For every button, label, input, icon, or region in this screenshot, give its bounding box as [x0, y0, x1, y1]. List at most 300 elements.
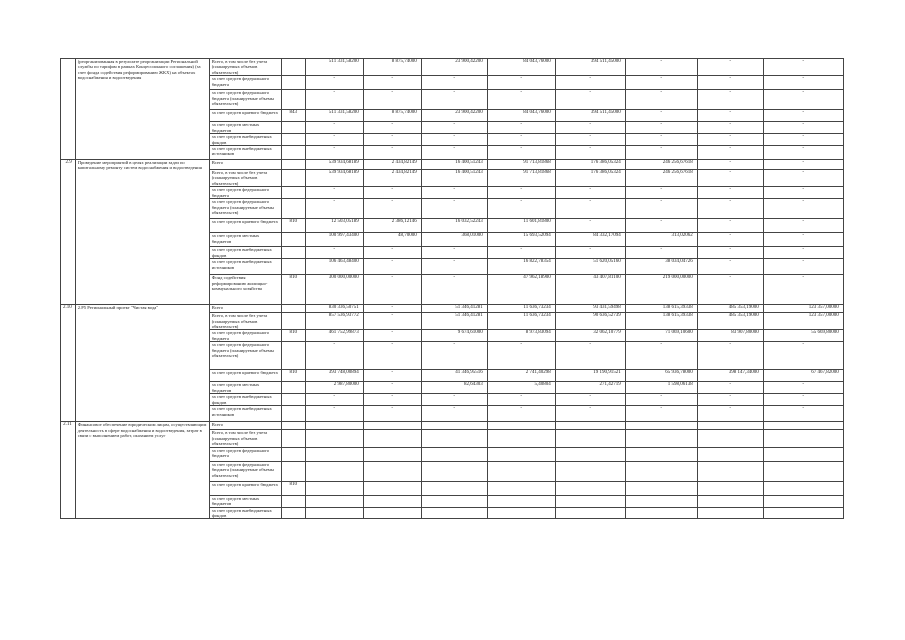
budget-code [281, 247, 305, 259]
amount-cell: - [305, 247, 363, 259]
amount-cell: 51 346,41281 [421, 313, 487, 330]
amount-cell: 106 463,48400 [305, 259, 363, 275]
amount-cell [625, 481, 697, 495]
amount-cell [555, 481, 625, 495]
amount-cell: - [763, 160, 843, 170]
table-row [61, 422, 844, 430]
funding-source-label: за счет средств местных бюджетов [209, 122, 281, 134]
amount-cell [487, 430, 555, 447]
amount-cell: 8 875,74000 [363, 59, 421, 76]
amount-cell: - [487, 76, 555, 90]
amount-cell: - [363, 199, 421, 219]
funding-source-label: за счет средств федерального бюджета (планируемые объемы обязательств) [209, 342, 281, 370]
amount-cell: - [363, 313, 421, 330]
amount-cell: 511 331,58200 [305, 110, 363, 122]
amount-cell: - [305, 76, 363, 90]
amount-cell [555, 495, 625, 507]
amount-cell: 246 256,67618 [625, 170, 697, 187]
budget-code [281, 134, 305, 146]
amount-cell [363, 422, 421, 430]
amount-cell: 246 256,67618 [625, 160, 697, 170]
amount-cell: - [555, 219, 625, 233]
amount-cell: - [697, 342, 763, 370]
amount-cell: - [421, 394, 487, 406]
amount-cell [555, 447, 625, 461]
amount-cell [305, 447, 363, 461]
budget-code [281, 342, 305, 370]
amount-cell: - [421, 76, 487, 90]
amount-cell: 8 875,74000 [363, 110, 421, 122]
amount-cell: - [697, 275, 763, 305]
amount-cell: 23 900,42200 [421, 59, 487, 76]
amount-cell [421, 495, 487, 507]
amount-cell: 32 062,10779 [555, 330, 625, 342]
budget-code: 810 [281, 481, 305, 495]
amount-cell: - [363, 382, 421, 394]
amount-cell: 393 748,00894 [305, 370, 363, 382]
amount-cell: - [763, 90, 843, 110]
budget-code [281, 422, 305, 430]
amount-cell [421, 507, 487, 519]
amount-cell: - [421, 90, 487, 110]
amount-cell: - [487, 146, 555, 160]
amount-cell: 84 043,76000 [487, 59, 555, 76]
budget-code [281, 59, 305, 76]
funding-source-label: за счет средств внебюджетных источников [209, 406, 281, 422]
amount-cell: 2 434,82149 [363, 170, 421, 187]
amount-cell: 313,02062 [625, 233, 697, 247]
amount-cell: - [421, 187, 487, 199]
amount-cell [363, 481, 421, 495]
amount-cell: 539 934,68189 [305, 170, 363, 187]
amount-cell [625, 447, 697, 461]
amount-cell: 16 822,78354 [487, 259, 555, 275]
funding-source-label: за счет средств федерального бюджета (планируемые объемы обязательств) [209, 90, 281, 110]
amount-cell: - [487, 90, 555, 110]
amount-cell: - [763, 76, 843, 90]
amount-cell: - [625, 199, 697, 219]
budget-code [281, 495, 305, 507]
amount-cell: - [763, 187, 843, 199]
amount-cell: - [487, 122, 555, 134]
amount-cell [763, 430, 843, 447]
amount-cell [487, 495, 555, 507]
budget-code [281, 170, 305, 187]
funding-source-label: Всего, в том числе без учета (планируемых объемов обязательств) [209, 170, 281, 187]
amount-cell [625, 461, 697, 481]
amount-cell: 71 069,10600 [625, 330, 697, 342]
budget-code [281, 313, 305, 330]
amount-cell [363, 495, 421, 507]
section-index: 2.10 [61, 305, 76, 422]
amount-cell [363, 447, 421, 461]
amount-cell: 394 511,45000 [555, 110, 625, 122]
amount-cell: - [421, 199, 487, 219]
section-index [61, 59, 76, 160]
amount-cell [763, 507, 843, 519]
amount-cell [487, 507, 555, 519]
funding-source-label: за счет средств внебюджетных фондов [209, 247, 281, 259]
amount-cell: 176 386,05324 [555, 170, 625, 187]
amount-cell [487, 422, 555, 430]
amount-cell: - [697, 110, 763, 122]
amount-cell: - [487, 187, 555, 199]
section-name: 2.Р5 Региональный проект "Чистая вода" [75, 305, 209, 422]
budget-code [281, 187, 305, 199]
amount-cell: - [421, 342, 487, 370]
amount-cell: - [697, 76, 763, 90]
funding-source-label: за счет средств федерального бюджета [209, 76, 281, 90]
amount-cell: 368,01000 [421, 233, 487, 247]
amount-cell: 67 467,82000 [763, 370, 843, 382]
budget-code: 810 [281, 370, 305, 382]
budget-code [281, 146, 305, 160]
amount-cell: 41 346,95516 [421, 370, 487, 382]
funding-source-label: за счет средств краевого бюджета [209, 110, 281, 122]
amount-cell: - [421, 247, 487, 259]
budget-code [281, 394, 305, 406]
amount-cell: 12 503,05189 [305, 219, 363, 233]
funding-source-label: за счет средств местных бюджетов [209, 382, 281, 394]
amount-cell: 138 615,39338 [625, 305, 697, 313]
amount-cell: 100 997,43400 [305, 233, 363, 247]
amount-cell: - [697, 199, 763, 219]
amount-cell [421, 447, 487, 461]
budget-code [281, 430, 305, 447]
budget-code [281, 122, 305, 134]
amount-cell: - [763, 122, 843, 134]
amount-cell: - [763, 247, 843, 259]
amount-cell: - [363, 394, 421, 406]
amount-cell: 83 907,80000 [697, 330, 763, 342]
amount-cell: - [625, 247, 697, 259]
amount-cell [487, 481, 555, 495]
amount-cell: - [363, 259, 421, 275]
funding-source-label: за счет средств краевого бюджета [209, 219, 281, 233]
budget-code [281, 382, 305, 394]
amount-cell: 8 973,83094 [487, 330, 555, 342]
funding-source-label: за счет средств внебюджетных источников [209, 146, 281, 160]
amount-cell [363, 507, 421, 519]
amount-cell: - [555, 406, 625, 422]
amount-cell: - [625, 134, 697, 146]
amount-cell: - [763, 146, 843, 160]
amount-cell: - [555, 342, 625, 370]
funding-source-label: за счет средств федерального бюджета (планируемые объемы обязательств) [209, 461, 281, 481]
table-row [61, 59, 844, 76]
amount-cell [763, 481, 843, 495]
amount-cell: - [763, 382, 843, 394]
amount-cell: - [625, 219, 697, 233]
funding-source-label: за счет средств федерального бюджета [209, 330, 281, 342]
budget-code [281, 461, 305, 481]
amount-cell: - [763, 342, 843, 370]
amount-cell: - [763, 233, 843, 247]
amount-cell: - [697, 170, 763, 187]
funding-source-label: за счет средств федерального бюджета [209, 447, 281, 461]
amount-cell: - [697, 187, 763, 199]
amount-cell: - [363, 90, 421, 110]
funding-source-label: Всего [209, 305, 281, 313]
budget-code [281, 305, 305, 313]
amount-cell: 461 752,99873 [305, 330, 363, 342]
amount-cell: - [697, 394, 763, 406]
amount-cell [487, 447, 555, 461]
amount-cell: - [421, 275, 487, 305]
budget-table [60, 58, 844, 519]
amount-cell: 539 934,68189 [305, 160, 363, 170]
amount-cell: - [697, 259, 763, 275]
amount-cell [421, 430, 487, 447]
amount-cell [697, 447, 763, 461]
amount-cell: - [487, 134, 555, 146]
amount-cell [763, 447, 843, 461]
funding-source-label: за счет средств федерального бюджета (планируемые объемы обязательств) [209, 199, 281, 219]
amount-cell [697, 495, 763, 507]
amount-cell [555, 422, 625, 430]
amount-cell: - [763, 394, 843, 406]
amount-cell [555, 507, 625, 519]
amount-cell: - [421, 134, 487, 146]
amount-cell [363, 461, 421, 481]
amount-cell: 300 000,00000 [305, 275, 363, 305]
amount-cell: 48,70000 [363, 233, 421, 247]
budget-code: 810 [281, 330, 305, 342]
amount-cell: - [763, 219, 843, 233]
amount-cell [625, 495, 697, 507]
amount-cell: - [697, 59, 763, 76]
amount-cell: 23 900,42200 [421, 110, 487, 122]
amount-cell: - [555, 90, 625, 110]
amount-cell: 84 332,17094 [555, 233, 625, 247]
amount-cell [697, 481, 763, 495]
amount-cell: - [305, 187, 363, 199]
amount-cell: - [555, 247, 625, 259]
amount-cell: 11 636,73234 [487, 313, 555, 330]
amount-cell: 1 598,06138 [625, 382, 697, 394]
amount-cell [555, 461, 625, 481]
funding-source-label: за счет средств краевого бюджета [209, 481, 281, 495]
amount-cell: - [487, 342, 555, 370]
funding-source-label: за счет средств внебюджетных источников [209, 259, 281, 275]
amount-cell: - [305, 342, 363, 370]
funding-source-label: Всего [209, 422, 281, 430]
funding-source-label: Всего, в том числе без учета (планируемых объемов обязательств) [209, 430, 281, 447]
amount-cell: - [421, 122, 487, 134]
funding-source-label: Фонд содействия реформированию жилищно-коммунального хозяйства [209, 275, 281, 305]
amount-cell: 2 434,82149 [363, 160, 421, 170]
amount-cell: - [363, 305, 421, 313]
amount-cell [305, 507, 363, 519]
amount-cell: - [763, 259, 843, 275]
amount-cell: 51 346,41281 [421, 305, 487, 313]
amount-cell: 93 431,59498 [555, 305, 625, 313]
table-row [61, 160, 844, 170]
amount-cell: - [305, 134, 363, 146]
funding-source-label: за счет средств местных бюджетов [209, 233, 281, 247]
amount-cell: - [421, 259, 487, 275]
funding-source-label: Всего [209, 160, 281, 170]
amount-cell: - [487, 394, 555, 406]
amount-cell: 55 669,80000 [763, 330, 843, 342]
amount-cell: - [421, 146, 487, 160]
amount-cell: - [697, 382, 763, 394]
amount-cell [421, 422, 487, 430]
amount-cell: 2 741,40298 [487, 370, 555, 382]
amount-cell [487, 461, 555, 481]
amount-cell: - [697, 160, 763, 170]
amount-cell: 11 636,73234 [487, 305, 555, 313]
amount-cell: 511 331,58200 [305, 59, 363, 76]
funding-source-label: за счет средств внебюджетных фондов [209, 394, 281, 406]
amount-cell: - [363, 122, 421, 134]
amount-cell [305, 422, 363, 430]
budget-code [281, 76, 305, 90]
amount-cell: 84 043,76000 [487, 110, 555, 122]
amount-cell: - [763, 134, 843, 146]
budget-code [281, 90, 305, 110]
amount-cell: - [363, 275, 421, 305]
table-row [61, 305, 844, 313]
amount-cell: - [625, 110, 697, 122]
amount-cell: 5,40804 [487, 382, 555, 394]
section-index: 2.11 [61, 422, 76, 519]
amount-cell: - [305, 394, 363, 406]
amount-cell: 123 357,00000 [763, 313, 843, 330]
amount-cell: - [697, 90, 763, 110]
amount-cell: - [421, 406, 487, 422]
amount-cell [421, 461, 487, 481]
amount-cell: 47 962,18900 [487, 275, 555, 305]
amount-cell: - [763, 275, 843, 305]
amount-cell: 2 386,12146 [363, 219, 421, 233]
amount-cell: 830 336,50751 [305, 305, 363, 313]
amount-cell: 857 536,93772 [305, 313, 363, 330]
section-name: (реорганизованная в результате реорганизации Региональной службы по тарифам в рамках Концессионного соглашения) (за счет фонда содействия реформированию ЖКХ) на объектах водоснабжения и водоотведения [75, 59, 209, 160]
budget-code [281, 507, 305, 519]
amount-cell: 219 000,00000 [625, 275, 697, 305]
amount-cell [363, 430, 421, 447]
budget-code [281, 406, 305, 422]
budget-code: 810 [281, 275, 305, 305]
amount-cell: - [555, 76, 625, 90]
amount-cell: - [487, 406, 555, 422]
amount-cell: 38 034,04726 [625, 259, 697, 275]
budget-code [281, 259, 305, 275]
amount-cell: 2 987,80000 [305, 382, 363, 394]
amount-cell: - [305, 146, 363, 160]
amount-cell: - [363, 134, 421, 146]
amount-cell [697, 430, 763, 447]
amount-cell: - [363, 330, 421, 342]
amount-cell: 16 400,51243 [421, 160, 487, 170]
amount-cell [697, 422, 763, 430]
amount-cell: - [555, 122, 625, 134]
section-name: Финансовое обеспечение юридическим лицам, осуществляющим деятельность в сфере водоснабжения и водоотведения, затрат в связи с выполнением работ, оказанием услуг [75, 422, 209, 519]
amount-cell: - [363, 247, 421, 259]
funding-source-label: за счет средств федерального бюджета [209, 187, 281, 199]
amount-cell: - [625, 342, 697, 370]
amount-cell [697, 507, 763, 519]
amount-cell: - [487, 247, 555, 259]
amount-cell: - [763, 59, 843, 76]
amount-cell: - [697, 134, 763, 146]
amount-cell: 123 357,00000 [763, 305, 843, 313]
amount-cell: - [763, 110, 843, 122]
amount-cell [763, 495, 843, 507]
amount-cell: - [487, 199, 555, 219]
amount-cell: - [305, 90, 363, 110]
amount-cell [625, 430, 697, 447]
amount-cell: - [697, 122, 763, 134]
amount-cell [625, 422, 697, 430]
budget-code [281, 160, 305, 170]
amount-cell: 16 032,52243 [421, 219, 487, 233]
amount-cell: - [555, 187, 625, 199]
amount-cell [625, 507, 697, 519]
amount-cell [305, 495, 363, 507]
amount-cell: 9 674,61000 [421, 330, 487, 342]
budget-code [281, 199, 305, 219]
amount-cell: 51 620,05160 [555, 259, 625, 275]
amount-cell: 394 511,45000 [555, 59, 625, 76]
funding-source-label: за счет средств местных бюджетов [209, 495, 281, 507]
amount-cell: - [305, 406, 363, 422]
amount-cell: - [555, 199, 625, 219]
amount-cell: 485 353,19000 [697, 305, 763, 313]
amount-cell: - [625, 76, 697, 90]
section-name: Проведение мероприятий в целях реализации задач по капитальному ремонту систем водоснабжения и водоотведения [75, 160, 209, 305]
amount-cell: - [625, 122, 697, 134]
amount-cell: - [625, 394, 697, 406]
budget-code [281, 233, 305, 247]
amount-cell: - [305, 122, 363, 134]
amount-cell: - [363, 406, 421, 422]
amount-cell: - [697, 247, 763, 259]
amount-cell: 65 936,78000 [625, 370, 697, 382]
amount-cell: - [305, 199, 363, 219]
amount-cell: 91 713,81868 [487, 170, 555, 187]
amount-cell: 485 353,19000 [697, 313, 763, 330]
budget-code: 810 [281, 219, 305, 233]
amount-cell: - [625, 90, 697, 110]
funding-source-label: Всего, в том числе без учета (планируемых объемов обязательств) [209, 59, 281, 76]
amount-cell: - [763, 199, 843, 219]
amount-cell: - [555, 134, 625, 146]
amount-cell: 271,42719 [555, 382, 625, 394]
amount-cell: 43 407,81100 [555, 275, 625, 305]
amount-cell [555, 430, 625, 447]
amount-cell: - [625, 59, 697, 76]
amount-cell: - [697, 219, 763, 233]
amount-cell: 15 693,52094 [487, 233, 555, 247]
amount-cell: - [625, 187, 697, 199]
amount-cell: 19 190,91521 [555, 370, 625, 382]
amount-cell [305, 461, 363, 481]
section-index: 2.9 [61, 160, 76, 305]
amount-cell: 138 615,39338 [625, 313, 697, 330]
amount-cell: - [697, 406, 763, 422]
budget-code: 843 [281, 110, 305, 122]
amount-cell: - [363, 342, 421, 370]
amount-cell: - [363, 146, 421, 160]
amount-cell [305, 430, 363, 447]
funding-source-label: Всего, в том числе без учета (планируемых объемов обязательств) [209, 313, 281, 330]
amount-cell: - [697, 233, 763, 247]
amount-cell: - [555, 394, 625, 406]
amount-cell [305, 481, 363, 495]
amount-cell: 11 601,81800 [487, 219, 555, 233]
